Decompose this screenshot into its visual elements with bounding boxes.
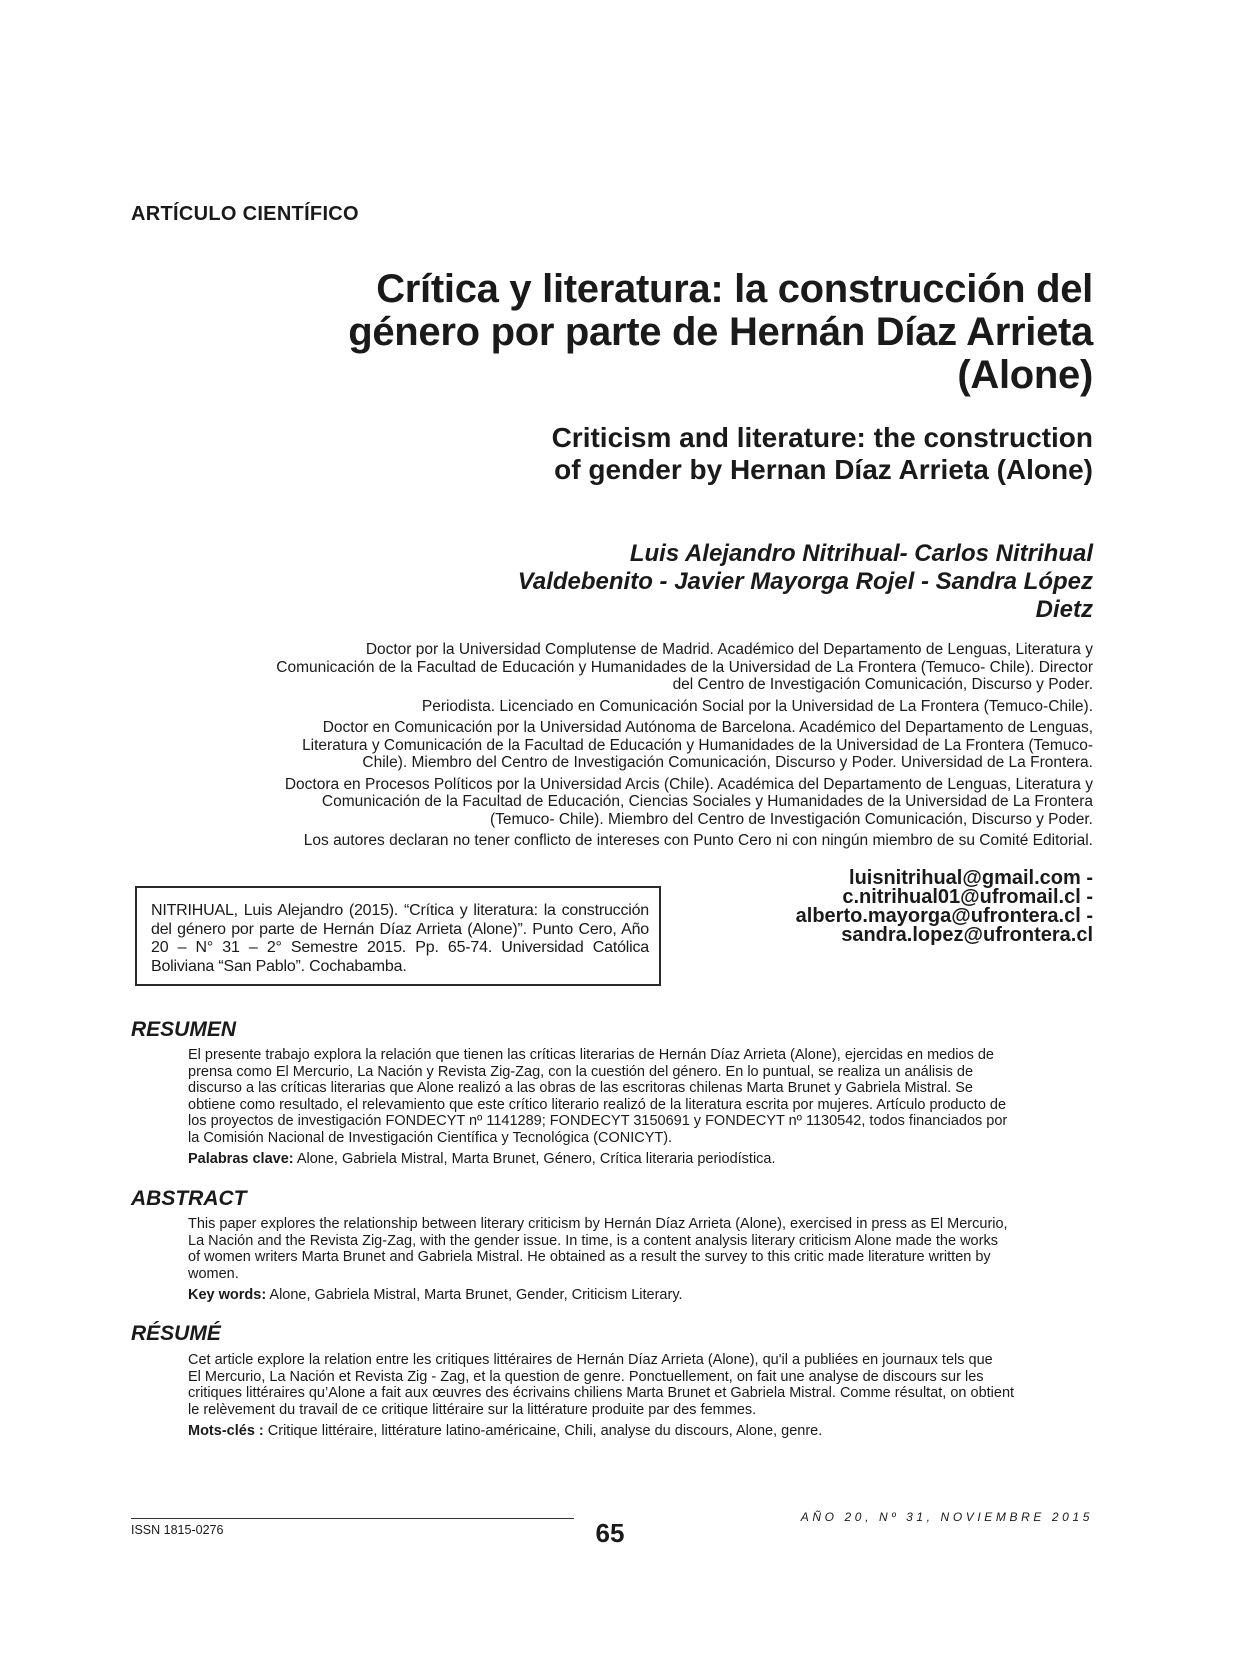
- resume-keywords: Mots-clés : Critique littéraire, littérature latino-américaine, Chili, analyse du discours, Alone, genre.: [188, 1423, 823, 1439]
- email-link[interactable]: alberto.mayorga@ufrontera.cl -: [795, 905, 1093, 927]
- affiliations: [93, 641, 1093, 854]
- resumen-body: [188, 1047, 1092, 1173]
- abstract-heading: ABSTRACT: [131, 1187, 247, 1210]
- section-label: ARTÍCULO CIENTÍFICO: [131, 203, 359, 225]
- author-emails: [533, 869, 1093, 945]
- affiliation-2: Periodista. Licenciado en Comunicación Social por la Universidad de La Frontera (Temuco-Chile).: [421, 697, 1093, 715]
- email-link[interactable]: luisnitrihual@gmail.com -: [849, 867, 1093, 889]
- resumen-heading: RESUMEN: [131, 1018, 237, 1041]
- issn: ISSN 1815-0276: [131, 1523, 224, 1537]
- abstract-body: [188, 1216, 1092, 1309]
- resume-body: [188, 1352, 1092, 1445]
- title-line: Crítica y literatura: la construcción del: [376, 267, 1093, 311]
- abstract-paragraph: This paper explores the relationship between literary criticism by Hernán Díaz Arrieta (Alone), exercised in press as El Mercurio, La Nación and the Revista Zig-Zag, with the gender issue. In time, is a content analysis literary criticism Alone made the works of women writers Marta Brunet and Gabriela Mistral. He obtained as a result the survey to this critic made literature written by women.: [188, 1216, 1008, 1282]
- affiliation-4: Doctora en Procesos Políticos por la Universidad Arcis (Chile). Académica del Departamento de Lenguas, Literatura y Comunicación de la Facultad de Educación, Ciencias Sociales y Humanidades de la Universidad de La Frontera (Temuco- Chile). Miembro del Centro de Investigación Comunicación, Discurso y Poder.: [284, 775, 1093, 828]
- citation-box: NITRIHUAL, Luis Alejandro (2015). “Crítica y literatura: la construcción del género por parte de Hernán Díaz Arrieta (Alone)”. Punto Cero, Año 20 – N° 31 – 2° Semestre 2015. Pp. 65-74. Universidad Católica Boliviana “San Pablo”. Cochabamba.: [135, 886, 661, 986]
- authors-line: Luis Alejandro Nitrihual- Carlos Nitrihual: [629, 540, 1093, 567]
- resumen-keywords: Palabras clave: Alone, Gabriela Mistral, Marta Brunet, Género, Crítica literaria periodística.: [188, 1151, 776, 1167]
- email-link[interactable]: c.nitrihual01@ufromail.cl -: [842, 886, 1093, 908]
- conflict-statement: Los autores declaran no tener conflicto de intereses con Punto Cero ni con ningún miembro de su Comité Editorial.: [303, 832, 1093, 849]
- subtitle-line: of gender by Hernan Díaz Arrieta (Alone): [554, 454, 1093, 485]
- article-subtitle: [393, 422, 1093, 486]
- authors: [373, 540, 1093, 624]
- affiliation-3: Doctor en Comunicación por la Universidad Autónoma de Barcelona. Académico del Departamento de Lenguas, Literatura y Comunicación de la Facultad de Educación y Humanidades de la Universidad de La Frontera (Temuco- Chile). Miembro del Centro de Investigación Comunicación, Discurso y Poder. Universidad de La Frontera.: [302, 719, 1093, 771]
- resume-paragraph: Cet article explore la relation entre les critiques littéraires de Hernán Díaz Arrieta (Alone), qu'il a publiées en journaux tels que El Mercurio, La Nación et Revista Zig - Zag, et la question de genre. Ponctuellement, on fait une analyse de discours sur les critiques littéraires qu’Alone a fait aux œuvres des écrivains chiliens Marta Brunet et Gabriela Mistral. Comme résultat, on obtient le relèvement du travail de ce critique littéraire sur la littérature produite par des femmes.: [188, 1352, 1015, 1418]
- footer-rule: [131, 1518, 574, 1519]
- authors-line: Dietz: [1035, 596, 1093, 623]
- authors-line: Valdebenito - Javier Mayorga Rojel - Sandra López: [517, 568, 1093, 595]
- resume-heading: RÉSUMÉ: [131, 1322, 221, 1345]
- title-line: género por parte de Hernán Díaz Arrieta: [348, 310, 1093, 354]
- subtitle-line: Criticism and literature: the construction: [551, 422, 1093, 453]
- affiliation-1: Doctor por la Universidad Complutense de Madrid. Académico del Departamento de Lenguas, Literatura y Comunicación de la Facultad de Educación y Humanidades de la Universidad de La Frontera (Temuco- Chile). Director del Centro de Investigación Comunicación, Discurso y Poder.: [276, 641, 1093, 693]
- title-line: (Alone): [957, 353, 1093, 397]
- page-number: 65: [595, 1518, 625, 1548]
- article-title: [193, 268, 1093, 397]
- email-link[interactable]: sandra.lopez@ufrontera.cl: [841, 924, 1093, 946]
- abstract-keywords: Key words: Alone, Gabriela Mistral, Marta Brunet, Gender, Criticism Literary.: [188, 1287, 683, 1303]
- resumen-paragraph: El presente trabajo explora la relación que tienen las críticas literarias de Hernán Díaz Arrieta (Alone), ejercidas en medios de prensa como El Mercurio, La Nación y Revista Zig-Zag, con la cuestión del género. En lo puntual, se realiza un análisis de discurso a las críticas literarias que Alone realizó a las obras de las escritoras chilenas Marta Brunet y Gabriela Mistral. Se obtiene como resultado, el relevamiento que este crítico literario realizó de la literatura escrita por mujeres. Artículo producto de los proyectos de investigación FONDECYT nº 1141289; FONDECYT 3150691 y FONDECYT nº 1130542, todos financiados por la Comisión Nacional de Investigación Científica y Tecnológica (CONICYT).: [188, 1047, 1008, 1146]
- issue-info: AÑO 20, Nº 31, NOVIEMBRE 2015: [800, 1510, 1093, 1524]
